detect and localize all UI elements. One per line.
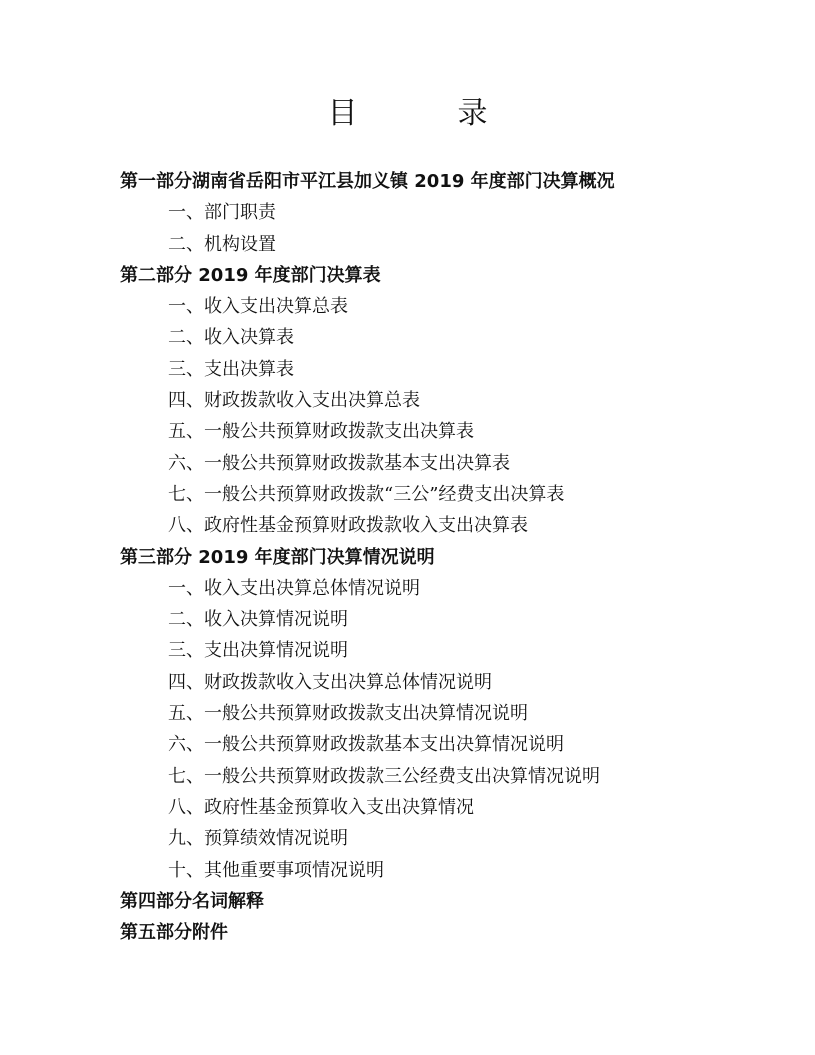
toc-entry: 六、一般公共预算财政拨款基本支出决算情况说明 — [168, 734, 564, 756]
toc-entry: 五、一般公共预算财政拨款支出决算表 — [168, 421, 474, 443]
toc-entry: 一、部门职责 — [168, 202, 276, 224]
toc-part-heading: 第四部分名词解释 — [120, 890, 264, 912]
toc-entry: 五、一般公共预算财政拨款支出决算情况说明 — [168, 703, 528, 725]
table-of-contents — [0, 166, 815, 948]
page-title — [0, 92, 815, 136]
page-title-char-2: 录 — [457, 96, 488, 131]
toc-entry: 四、财政拨款收入支出决算总体情况说明 — [168, 671, 492, 693]
toc-entry: 八、政府性基金预算财政拨款收入支出决算表 — [168, 515, 528, 537]
toc-part-heading: 第一部分湖南省岳阳市平江县加义镇 2019 年度部门决算概况 — [120, 171, 615, 192]
toc-entry: 二、机构设置 — [168, 233, 276, 255]
page-title-char-1: 目 — [327, 96, 358, 131]
toc-entry: 七、一般公共预算财政拨款三公经费支出决算情况说明 — [168, 765, 600, 787]
toc-entry: 二、收入决算表 — [168, 327, 294, 349]
toc-entry: 二、收入决算情况说明 — [168, 609, 348, 631]
toc-entry: 三、支出决算表 — [168, 358, 294, 380]
toc-entry: 一、收入支出决算总体情况说明 — [168, 577, 420, 599]
toc-entry: 四、财政拨款收入支出决算总表 — [168, 390, 420, 412]
toc-part-heading: 第五部分附件 — [120, 922, 228, 944]
toc-part-heading: 第二部分 2019 年度部门决算表 — [120, 264, 381, 286]
toc-entry: 一、收入支出决算总表 — [168, 296, 348, 318]
toc-entry: 九、预算绩效情况说明 — [168, 828, 348, 850]
toc-entry: 六、一般公共预算财政拨款基本支出决算表 — [168, 452, 510, 474]
toc-entry: 七、一般公共预算财政拨款“三公”经费支出决算表 — [168, 483, 565, 505]
toc-part-heading: 第三部分 2019 年度部门决算情况说明 — [120, 546, 435, 568]
toc-entry: 三、支出决算情况说明 — [168, 640, 348, 662]
toc-entry: 十、其他重要事项情况说明 — [168, 859, 384, 881]
toc-entry: 八、政府性基金预算收入支出决算情况 — [168, 796, 474, 818]
